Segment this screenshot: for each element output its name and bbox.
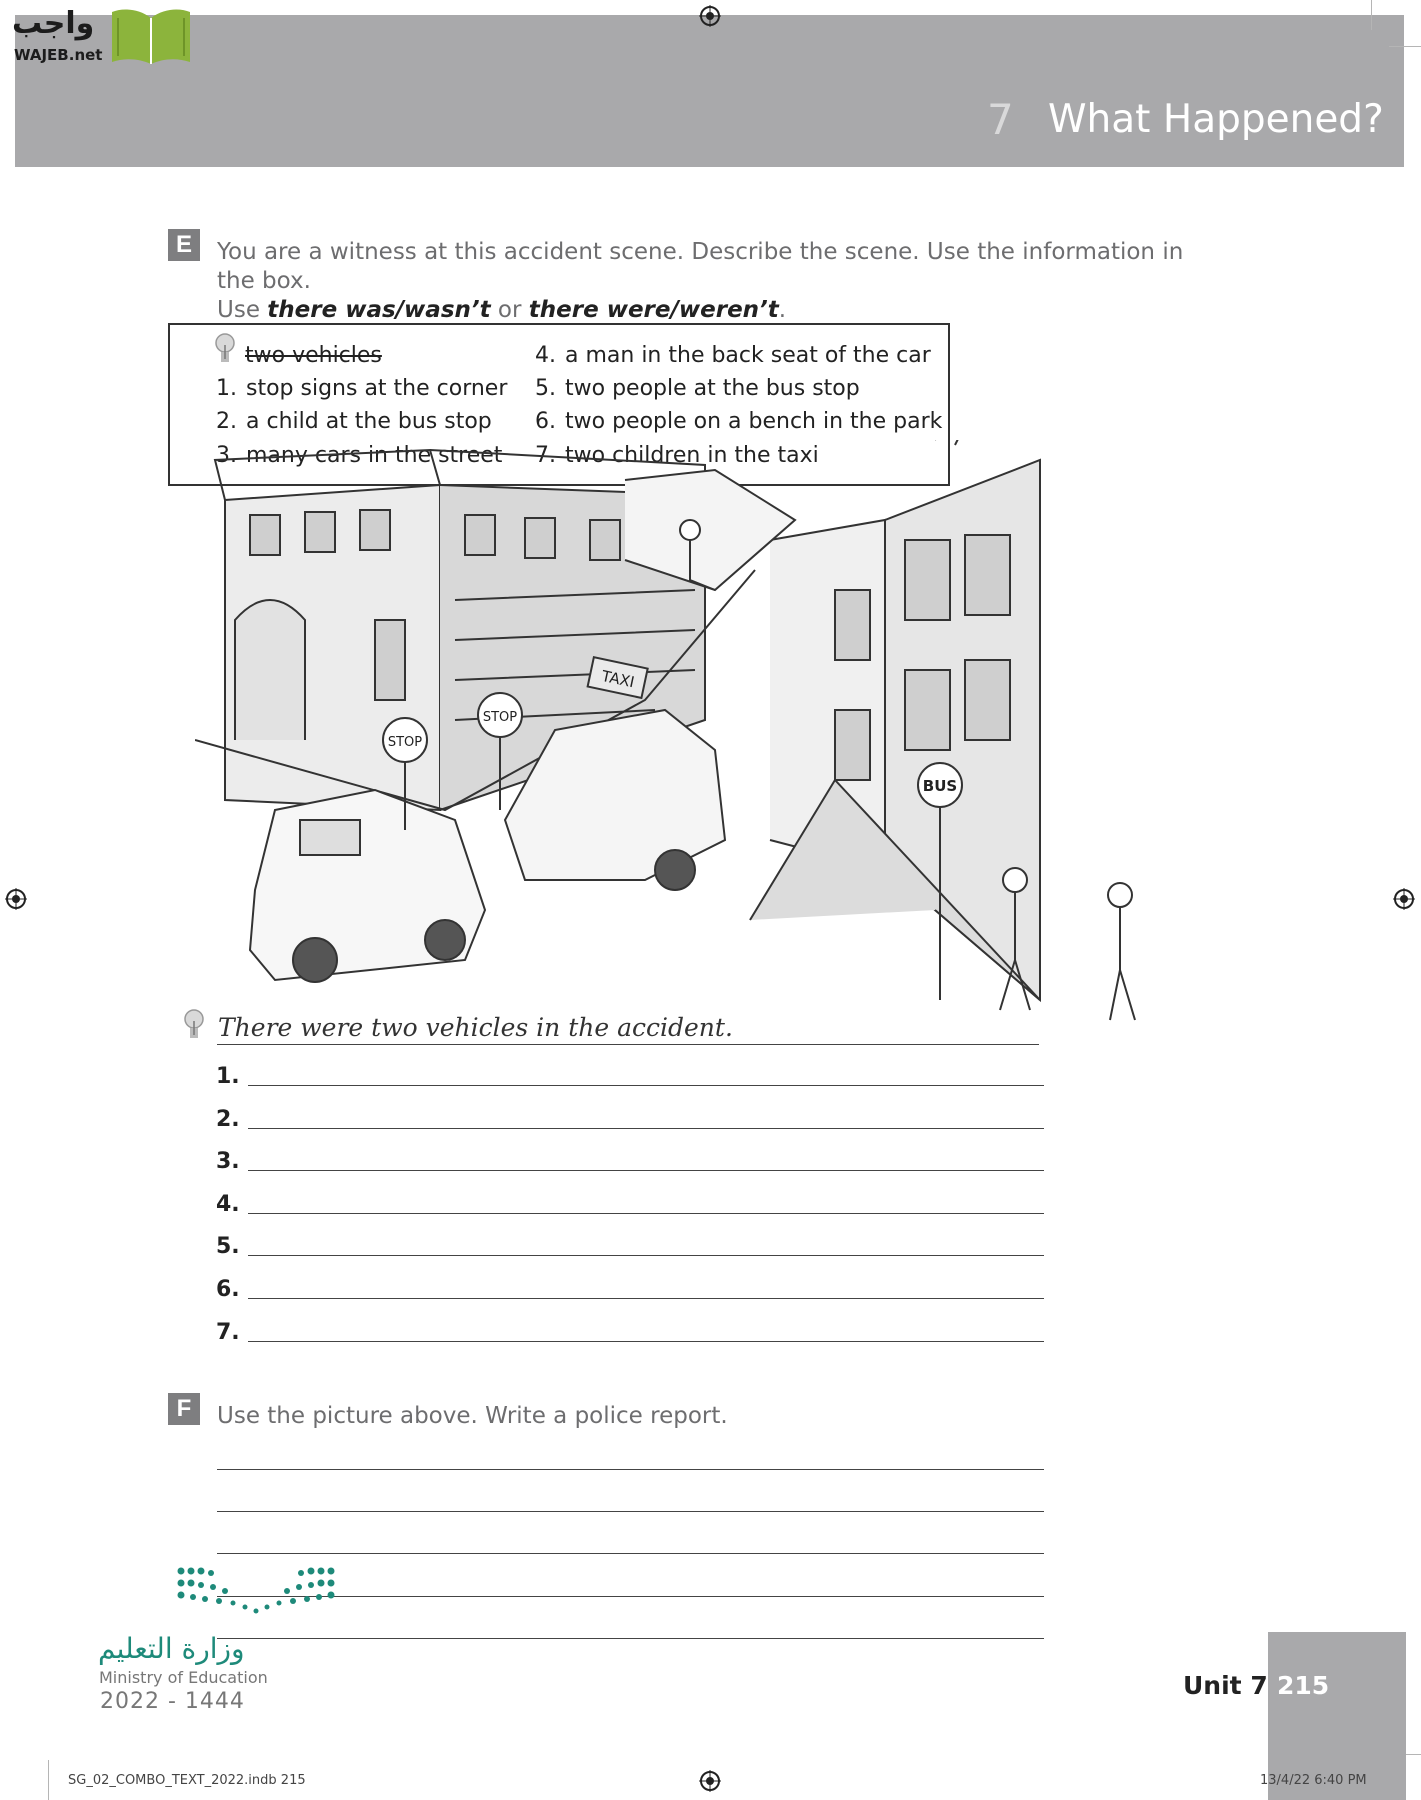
answer-number: 7.	[216, 1320, 240, 1345]
answer-line[interactable]	[248, 1085, 1044, 1086]
box-item-text: two people at the bus stop	[565, 376, 860, 401]
print-slug-filename: SG_02_COMBO_TEXT_2022.indb 215	[68, 1773, 306, 1788]
report-line[interactable]	[217, 1511, 1044, 1512]
box-item-text: two children in the taxi	[565, 443, 819, 468]
example-answer: There were two vehicles in the accident.	[218, 1013, 733, 1042]
box-item-number: 1.	[216, 376, 237, 401]
answer-line[interactable]	[248, 1255, 1044, 1256]
exercise-f-instruction: Use the picture above. Write a police report.	[217, 1403, 728, 1429]
book-icon	[108, 6, 194, 66]
answer-line[interactable]	[248, 1298, 1044, 1299]
lightbulb-icon	[183, 1008, 205, 1044]
answer-line[interactable]	[248, 1341, 1044, 1342]
answer-number: 5.	[216, 1234, 240, 1259]
report-line[interactable]	[217, 1596, 1044, 1597]
ministry-arabic-name: وزارة التعليم	[98, 1632, 245, 1665]
chapter-number: 7	[987, 95, 1014, 144]
taxi-sign-label: TAXI	[600, 666, 637, 692]
stop-sign-label: STOP	[482, 710, 518, 725]
box-item-number: 5.	[535, 376, 556, 401]
ministry-english-name: Ministry of Education	[99, 1668, 268, 1687]
answer-number: 2.	[216, 1107, 240, 1132]
box-item-text: a child at the bus stop	[246, 409, 492, 434]
instruction-line-2	[217, 296, 1217, 325]
exercise-e-instruction	[217, 238, 1217, 325]
accident-scene-illustration	[195, 440, 1210, 1080]
answer-line[interactable]	[248, 1128, 1044, 1129]
crop-mark	[1371, 0, 1372, 30]
box-item-text: two people on a bench in the park	[565, 409, 943, 434]
wajeb-logo[interactable]	[8, 6, 190, 66]
box-item	[535, 409, 942, 434]
instruction-or: or	[490, 297, 529, 323]
answer-number: 6.	[216, 1277, 240, 1302]
page-number: 215	[1277, 1671, 1330, 1700]
ministry-dots-logo-icon	[175, 1565, 337, 1617]
instruction-bold-1: there was/wasn’t	[267, 297, 491, 323]
example-answer-line	[217, 1044, 1039, 1045]
exercise-f-badge: F	[168, 1393, 200, 1425]
lightbulb-icon	[214, 332, 236, 368]
answer-line[interactable]	[248, 1213, 1044, 1214]
print-slug-date: 13/4/22 6:40 PM	[1260, 1773, 1367, 1788]
box-item	[216, 376, 507, 401]
box-item-text: a man in the back seat of the car	[565, 343, 931, 368]
logo-arabic-text: واجب	[12, 6, 95, 41]
box-item-text: stop signs at the corner	[246, 376, 508, 401]
box-item-number: 6.	[535, 409, 556, 434]
box-item-number: 2.	[216, 409, 237, 434]
report-line[interactable]	[217, 1638, 1044, 1639]
logo-latin-text: WAJEB.net	[14, 46, 103, 64]
chapter-header-band	[15, 15, 1404, 167]
box-item-example: two vehicles	[245, 343, 382, 368]
ministry-year: 2022 - 1444	[100, 1689, 245, 1714]
answer-number: 3.	[216, 1149, 240, 1174]
registration-mark-icon	[699, 1770, 721, 1792]
registration-mark-icon	[1393, 888, 1415, 910]
stop-sign-label: STOP	[387, 735, 423, 750]
box-item-number: 4.	[535, 343, 556, 368]
chapter-title: What Happened?	[1048, 97, 1384, 142]
registration-mark-icon	[699, 5, 721, 27]
answer-number: 1.	[216, 1064, 240, 1089]
crop-mark	[48, 1760, 49, 1800]
box-item-text: many cars in the street	[246, 443, 503, 468]
box-item	[535, 343, 931, 368]
instruction-bold-2: there were/weren’t	[528, 297, 779, 323]
box-item-number: 7.	[535, 443, 556, 468]
crop-mark	[1389, 46, 1421, 47]
exercise-e-badge: E	[168, 229, 200, 261]
box-item	[216, 409, 492, 434]
box-item	[535, 376, 860, 401]
report-line[interactable]	[217, 1553, 1044, 1554]
instruction-line-1: You are a witness at this accident scene. Describe the scene. Use the information in the box.	[217, 239, 1184, 294]
box-item-number: 3.	[216, 443, 237, 468]
instruction-end: .	[778, 297, 787, 323]
bus-sign-label: BUS	[922, 777, 958, 795]
answer-line[interactable]	[248, 1170, 1044, 1171]
instruction-use-text: Use	[217, 297, 268, 323]
report-line[interactable]	[217, 1469, 1044, 1470]
answer-number: 4.	[216, 1192, 240, 1217]
unit-label: Unit 7	[1183, 1671, 1268, 1700]
registration-mark-icon	[5, 888, 27, 910]
